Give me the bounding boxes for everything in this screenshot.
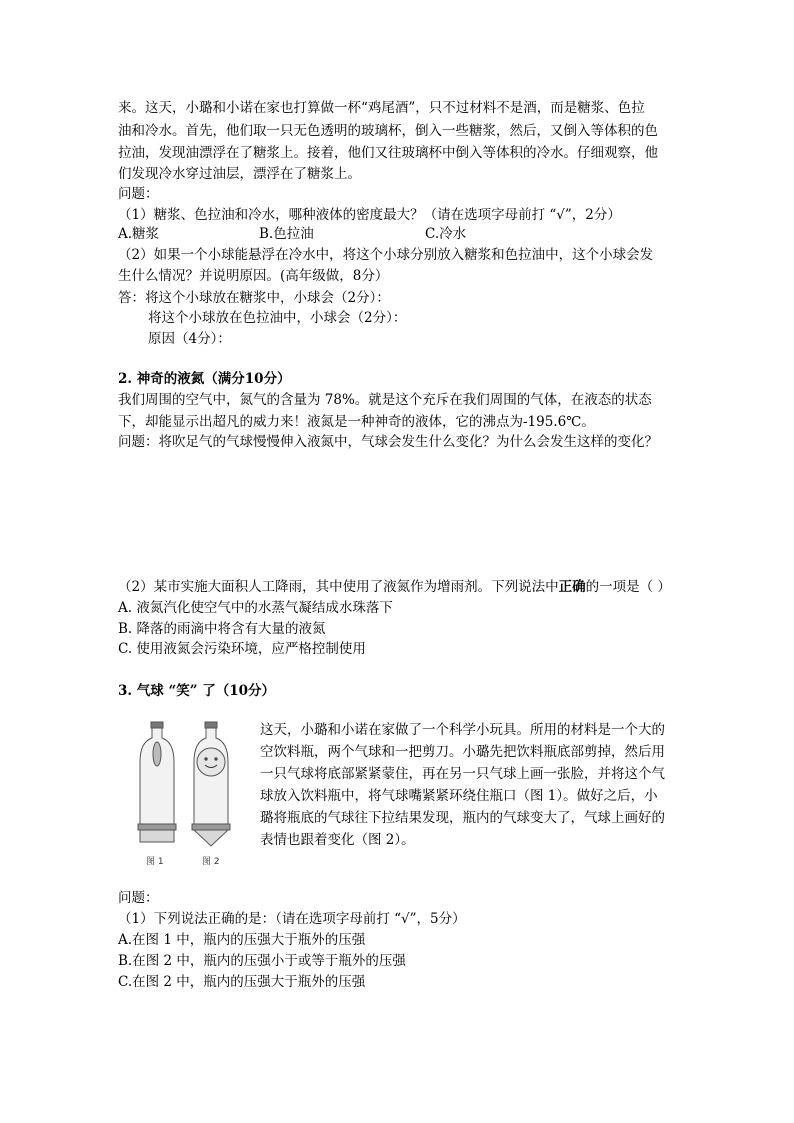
q3-question-label: 问题： <box>118 890 159 906</box>
q3-paragraph-line-3: 一只气球将底部紧紧蒙住，再在另一只气球上画一张脸，并将这个气 <box>260 766 665 782</box>
q3-paragraph-line-5: 璐将瓶底的气球往下拉结果发现，瓶内的气球变大了，气球上画好的 <box>260 810 665 826</box>
q1-answer-line-1: 答：将这个小球放在糖浆中，小球会（2分）： <box>118 290 390 306</box>
q1-option-a: A.糖浆 <box>118 226 160 242</box>
q1-sub1: （1）糖浆、色拉油和冷水，哪种液体的密度最大？（请在选项字母前打 “√”，2分） <box>118 207 621 223</box>
q1-intro-line-4: 们发现冷水穿过油层，漂浮在了糖浆上。 <box>118 166 361 182</box>
q2-option-c: C. 使用液氮会污染环境，应严格控制使用 <box>118 641 366 657</box>
q2-sub2 <box>118 577 671 597</box>
bottle-2 <box>192 722 230 846</box>
q1-sub2-line-2: 生什么情况？并说明原因。(高年级做，8分） <box>118 268 389 284</box>
q2-title: 2. 神奇的液氮（满分10分） <box>118 371 291 387</box>
q2-option-b: B. 降落的雨滴中将含有大量的液氮 <box>118 621 326 637</box>
q1-question-label: 问题： <box>118 186 159 202</box>
q1-answer-line-2: 将这个小球放在色拉油中，小球会（2分）： <box>148 310 407 326</box>
q2-question: 问题：将吹足气的气球慢慢伸入液氮中，气球会发生什么变化？为什么会发生这样的变化？ <box>118 434 658 450</box>
q1-intro-line-3: 拉油，发现油漂浮在了糖浆上。接着，他们又往玻璃杯中倒入等体积的冷水。仔细观察，他 <box>118 145 658 161</box>
q3-paragraph <box>260 719 676 851</box>
q1-sub2-line-1: （2）如果一个小球能悬浮在冷水中，将这个小球分别放入糖浆和色拉油中，这个小球会发 <box>118 247 654 263</box>
bottle-illustration <box>118 712 248 872</box>
q2-option-a: A. 液氮汽化使空气中的水蒸气凝结成水珠落下 <box>118 600 393 616</box>
q2-sub2-after: 的一项是（ ） <box>585 579 671 595</box>
q2-sub2-before: （2）某市实施大面积人工降雨，其中使用了液氮作为增雨剂。下列说法中 <box>118 579 559 595</box>
q1-intro-line-2: 油和冷水。首先，他们取一只无色透明的玻璃杯，倒入一些糖浆，然后，又倒入等体积的色 <box>118 123 658 139</box>
q3-paragraph-line-6: 表情也跟着变化（图 2）。 <box>260 832 415 848</box>
q3-option-c: C.在图 2 中，瓶内的压强大于瓶外的压强 <box>118 974 366 990</box>
q2-intro-line-1: 我们周围的空气中，氮气的含量为 78%。就是这个充斥在我们周围的气体，在液态的状态 <box>118 392 652 408</box>
fig1-label: 图 1 <box>146 857 164 867</box>
q3-option-b: B.在图 2 中，瓶内的压强小于或等于瓶外的压强 <box>118 953 406 969</box>
q3-paragraph-line-4: 球放入饮料瓶中，将气球嘴紧紧环绕住瓶口（图 1）。做好之后，小 <box>260 788 658 804</box>
q3-paragraph-line-2: 空饮料瓶，两个气球和一把剪刀。小璐先把饮料瓶底部剪掉，然后用 <box>260 744 665 760</box>
q1-option-b: B.色拉油 <box>259 226 314 242</box>
fig2-label: 图 2 <box>202 857 220 867</box>
balloon-bottle-figure <box>118 712 248 872</box>
q3-option-a: A.在图 1 中，瓶内的压强大于瓶外的压强 <box>118 932 366 948</box>
q1-option-c: C.冷水 <box>425 226 467 242</box>
q1-answer-line-3: 原因（4分）： <box>148 331 231 347</box>
bottle-1 <box>138 722 176 842</box>
q3-paragraph-line-1: 这天，小璐和小诺在家做了一个科学小玩具。所用的材料是一个大的 <box>260 722 665 738</box>
q1-intro-line-1: 来。这天，小璐和小诺在家也打算做一杯“鸡尾酒”，只不过材料不是酒，而是糖浆、色拉 <box>118 100 645 116</box>
q2-sub2-bold: 正确 <box>558 579 586 595</box>
q3-title: 3. 气球 “笑” 了（10分） <box>118 683 276 699</box>
q2-intro-line-2: 下，却能显示出超凡的威力来！液氮是一种神奇的液体，它的沸点为-195.6℃。 <box>118 414 595 430</box>
q3-sub1: （1）下列说法正确的是：（请在选项字母前打 “√”，5分） <box>118 911 466 927</box>
